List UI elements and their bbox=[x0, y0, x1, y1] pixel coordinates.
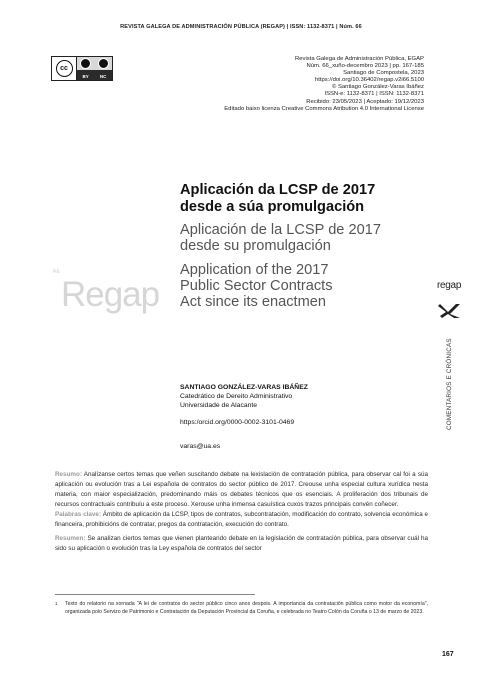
author-name: SANTIAGO GONZÁLEZ-VARAS IBÁÑEZ bbox=[180, 384, 308, 391]
section-label-vertical: COMENTARIOS E CRÓNICAS bbox=[446, 338, 453, 430]
page-number: 167 bbox=[442, 651, 454, 658]
keywords-paragraph: Palabras clave: Ámbito de aplicación da LCSP, tipos de contratos, subcontratación, modificación do contrato, solvencia económica e financeira, prohibicións de contratar, pregos da contratación, execución do contrato. bbox=[55, 511, 429, 529]
regap-watermark-logo: $^{RE}$Regap bbox=[53, 269, 160, 314]
author-role: Catedrático de Dereito Administrativo bbox=[180, 393, 293, 400]
resumen-paragraph: Resumen: Se analizan ciertos temas que vienen planteando debate en la legislación de contratación pública, para observar cuál ha sido su aplicación o evolución tras la Ley española de contratos del sector bbox=[55, 534, 428, 552]
cc-by-label: BY bbox=[82, 74, 89, 79]
journal-header: REVISTA GALEGA DE ADMINISTRACIÓN PÚBLICA (REGAP) | ISSN: 1132-8371 | Núm. 66 bbox=[120, 24, 362, 30]
title-galician: Aplicación da LCSP de 2017 desde a súa promulgación bbox=[180, 182, 376, 215]
meta-issue: Núm. 66_xuño-decembro 2023 | pp. 167-185 bbox=[306, 63, 424, 70]
meta-place: Santiago de Compostela, 2023 bbox=[343, 70, 424, 77]
cc-license-badge[interactable] bbox=[51, 56, 113, 81]
abstract-block bbox=[55, 470, 428, 554]
footnote-marker: 1 bbox=[55, 601, 58, 606]
author-block bbox=[180, 383, 308, 410]
meta-journal: Revista Galega de Administración Pública, EGAP bbox=[294, 56, 424, 62]
article-metadata bbox=[224, 56, 424, 113]
author-affiliation: Universidade de Alacante bbox=[180, 402, 258, 409]
meta-dates: Recibido: 23/05/2023 | Aceptado: 19/12/2023 bbox=[306, 98, 424, 105]
meta-copyright: © Santiago González-Varas Ibáñez bbox=[332, 84, 424, 91]
egap-logo-icon bbox=[438, 302, 462, 325]
meta-issn: ISSN-e: 1132-8371 | ISSN: 1132-8371 bbox=[324, 91, 424, 98]
footnote bbox=[55, 600, 428, 616]
meta-license: Editado baixo licenza Creative Commons Atribution 4.0 International License bbox=[224, 105, 424, 112]
footnote-text: Texto do relatorio na xornada "A lei de contratos do sector público cinco anos despois. A importancia da contratación pública como motor da economía", organizada polo Servizo de Patrimonio e Contratación da Deputación Provincial da Coruña, e celebrada no Teatro Colón da Coruña o 13 de marzo de 2023. bbox=[65, 601, 428, 615]
regap-side-brand: regap bbox=[437, 280, 462, 291]
footnote-divider bbox=[55, 594, 255, 595]
noncommercial-icon bbox=[98, 58, 109, 69]
attribution-icon bbox=[80, 58, 91, 69]
title-english: Application of the 2017 Public Sector Contracts Act since its enactmen bbox=[180, 262, 333, 310]
orcid-link[interactable]: https:/orcid.org/0000-0002-3101-0469 bbox=[180, 419, 295, 426]
cc-nc-label: NC bbox=[99, 74, 107, 79]
cc-icon: cc bbox=[52, 57, 77, 80]
title-spanish: Aplicación de la LCSP de 2017 desde su promulgación bbox=[180, 222, 381, 254]
meta-doi-link[interactable]: https://doi.org/10.36402/regap.v2i66.5100 bbox=[314, 77, 424, 84]
email-link[interactable]: varas@ua.es bbox=[180, 443, 221, 450]
resumo-paragraph: Resumo: Analízanse certos temas que veñen suscitando debate na lexislación de contratación pública, para observar cal foi a súa aplicación ou evolución tras a Lei española de contratos do sector público de 2017. Creouse unha especial cultura xurídica nesta materia, con maior especialización, predominando máis os debates técnicos que os esenciais. A proliferación dos tribunais de recursos contractuais contribuíu a este proceso. Xerouse unha inmensa casuística cuxos trazos principais convén coñecer. bbox=[55, 471, 428, 509]
